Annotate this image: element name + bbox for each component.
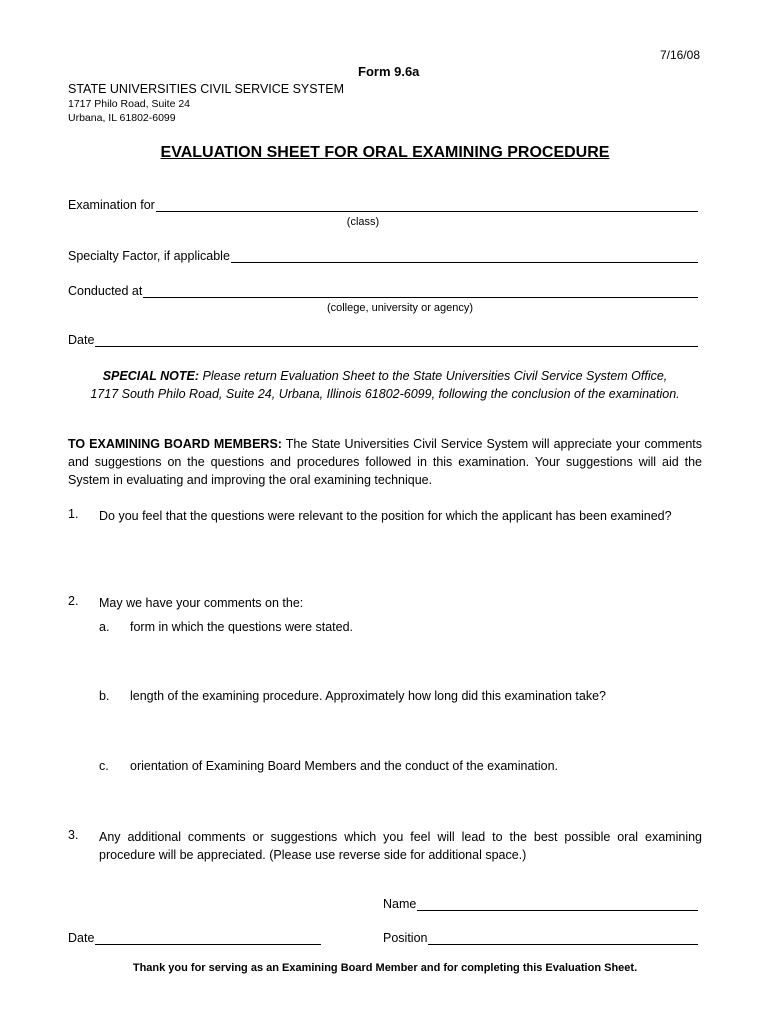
form-date: 7/16/08 [659, 48, 700, 62]
conducted-label: Conducted at [68, 284, 143, 298]
position-field[interactable] [383, 931, 698, 945]
intro-paragraph [68, 435, 702, 489]
name-field[interactable] [383, 897, 698, 911]
signature-date-label: Date [68, 931, 95, 945]
question-2c-letter: c. [99, 759, 109, 773]
signature-date-input-line[interactable] [95, 931, 321, 945]
specialty-label: Specialty Factor, if applicable [68, 249, 230, 263]
name-label: Name [383, 897, 417, 911]
question-2a-letter: a. [99, 620, 110, 634]
position-input-line[interactable] [428, 931, 698, 945]
specialty-input-line[interactable] [231, 249, 698, 263]
question-2b-text: length of the examining procedure. Approximately how long did this examination take? [130, 689, 606, 703]
conducted-field[interactable] [68, 284, 698, 298]
address-line-1: 1717 Philo Road, Suite 24 [68, 98, 191, 110]
position-label: Position [383, 931, 428, 945]
form-number: Form 9.6a [358, 64, 420, 79]
name-input-line[interactable] [417, 897, 698, 911]
conducted-input-line[interactable] [143, 284, 698, 298]
question-3-number: 3. [68, 828, 79, 842]
signature-date-field[interactable] [68, 931, 321, 945]
conducted-sublabel: (college, university or agency) [326, 302, 474, 314]
specialty-field[interactable] [68, 249, 698, 263]
page-title: EVALUATION SHEET FOR ORAL EXAMINING PROCEDURE [160, 144, 610, 161]
question-2c-text: orientation of Examining Board Members and the conduct of the examination. [130, 759, 559, 773]
question-1-text: Do you feel that the questions were relevant to the position for which the applicant has been examined? [99, 509, 672, 523]
question-1-number: 1. [68, 507, 79, 521]
address-line-2: Urbana, IL 61802-6099 [68, 112, 176, 124]
intro-label: TO EXAMINING BOARD MEMBERS: [68, 437, 282, 451]
intro-text: The State Universities Civil Service System will appreciate your comments and suggestions on the questions and procedures followed in this examination. Your suggestions will aid the System in evaluating and improving the oral examining technique. [68, 437, 703, 487]
examination-input-line[interactable] [156, 198, 698, 212]
question-2-text: May we have your comments on the: [99, 596, 304, 610]
organization-name: STATE UNIVERSITIES CIVIL SERVICE SYSTEM [68, 82, 344, 96]
special-note-label: SPECIAL NOTE: [102, 369, 200, 383]
examination-label: Examination for [68, 198, 155, 212]
question-2a-text: form in which the questions were stated. [130, 620, 354, 634]
examination-field[interactable] [68, 198, 698, 212]
question-2-number: 2. [68, 594, 79, 608]
date-input-line[interactable] [95, 333, 698, 347]
question-2b-letter: b. [99, 689, 110, 703]
examination-sublabel: (class) [346, 216, 380, 228]
date-label: Date [68, 333, 95, 347]
thank-you-footer: Thank you for serving as an Examining Board Member and for completing this Evaluation Sheet. [132, 962, 638, 974]
special-note-line1: Please return Evaluation Sheet to the State Universities Civil Service System Office, [199, 369, 668, 383]
question-3-text: Any additional comments or suggestions which you feel will lead to the best possible oral examining procedure will be appreciated. (Please use reverse side for additional space.) [99, 830, 702, 862]
special-note [0, 367, 770, 403]
date-field[interactable] [68, 333, 698, 347]
special-note-line2: 1717 South Philo Road, Suite 24, Urbana, Illinois 61802-6099, following the conclusion of the examination. [90, 387, 680, 401]
